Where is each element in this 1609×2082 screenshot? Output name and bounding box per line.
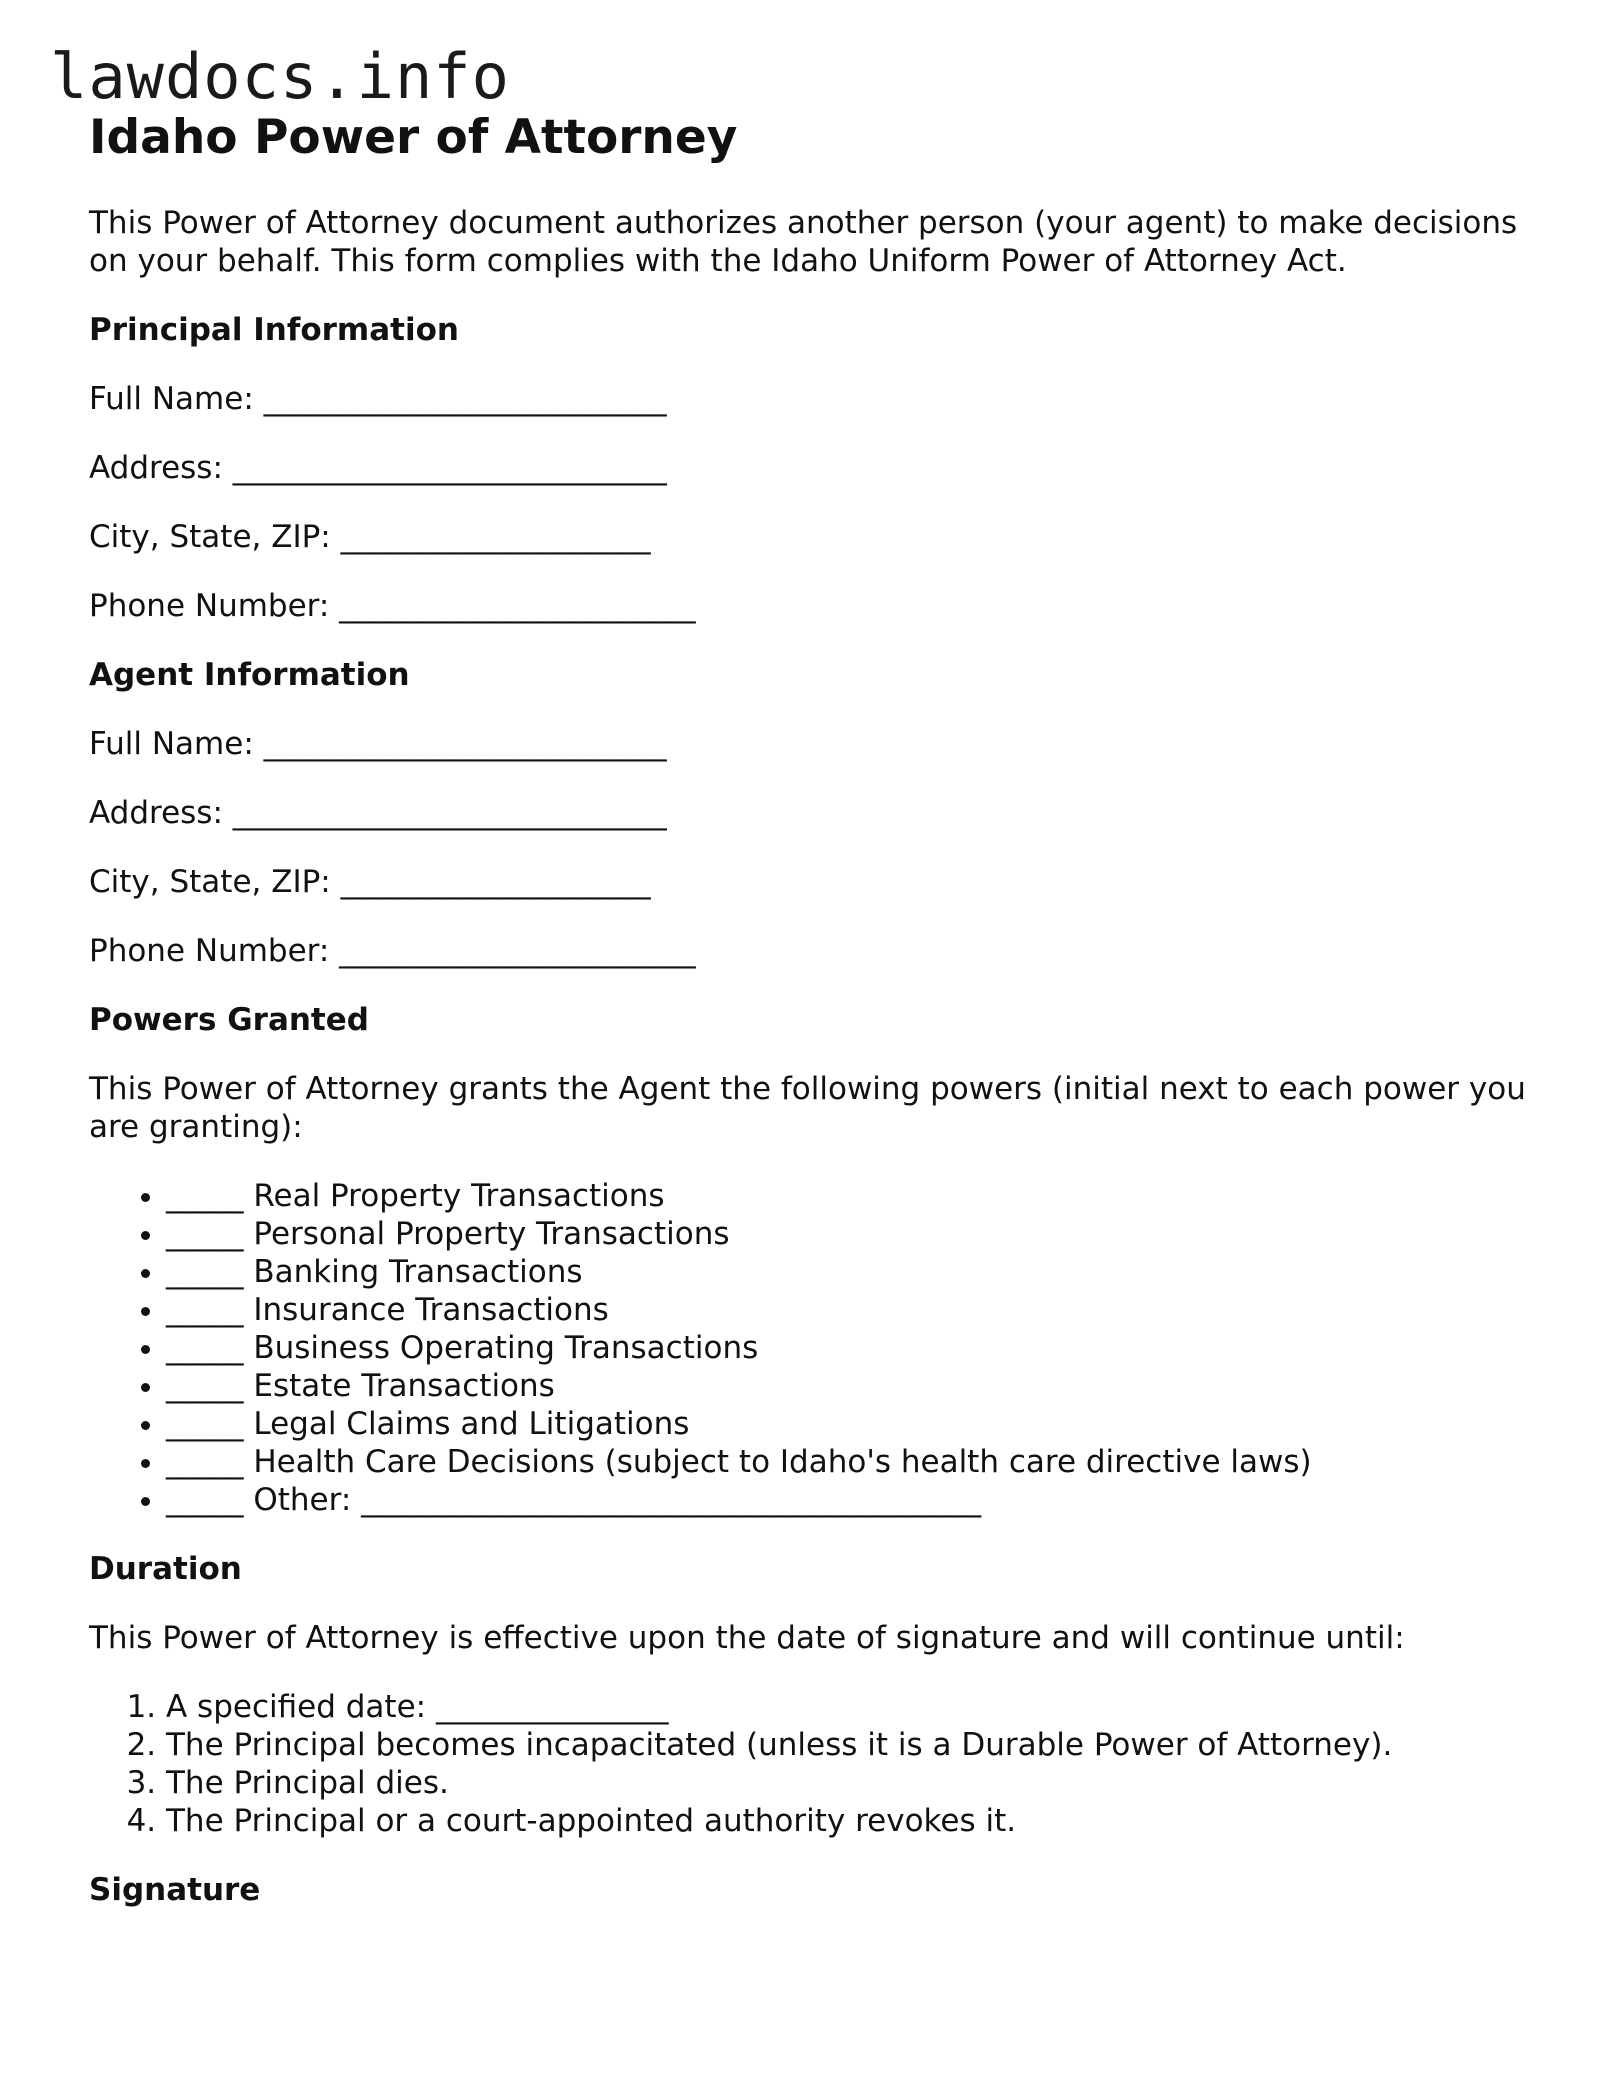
duration-item-dies: 3. The Principal dies. — [166, 1764, 1529, 1802]
power-item-insurance: • _____ Insurance Transactions — [166, 1291, 1529, 1329]
page-title: Idaho Power of Attorney — [89, 110, 738, 165]
powers-list — [89, 1177, 1529, 1519]
agent-phone-field: Phone Number: _______________________ — [89, 933, 696, 969]
duration-item-revoked: 4. The Principal or a court-appointed authority revokes it. — [166, 1802, 1529, 1840]
document — [89, 108, 1529, 1940]
power-item-personal-property: • _____ Personal Property Transactions — [166, 1215, 1529, 1253]
watermark: lawdocs.info — [50, 40, 510, 113]
agent-city-state-zip-field: City, State, ZIP: ____________________ — [89, 864, 651, 900]
power-item-legal-claims: • _____ Legal Claims and Litigations — [166, 1405, 1529, 1443]
power-item-business-operating: • _____ Business Operating Transactions — [166, 1329, 1529, 1367]
duration-intro: This Power of Attorney is effective upon the date of signature and will continue until: — [89, 1620, 1405, 1656]
power-item-banking: • _____ Banking Transactions — [166, 1253, 1529, 1291]
agent-address-field: Address: ____________________________ — [89, 795, 667, 831]
principal-phone-field: Phone Number: _______________________ — [89, 588, 696, 624]
principal-address-field: Address: ____________________________ — [89, 450, 667, 486]
powers-heading: Powers Granted — [89, 1002, 369, 1038]
power-item-real-property: • _____ Real Property Transactions — [166, 1177, 1529, 1215]
duration-heading: Duration — [89, 1551, 242, 1587]
agent-heading: Agent Information — [89, 657, 410, 693]
agent-full-name-field: Full Name: __________________________ — [89, 726, 667, 762]
power-item-estate: • _____ Estate Transactions — [166, 1367, 1529, 1405]
signature-heading: Signature — [89, 1872, 261, 1908]
intro-paragraph: This Power of Attorney document authorizes another person (your agent) to make decisions on your behalf. This form complies with the Idaho Uniform Power of Attorney Act. — [89, 205, 1518, 279]
powers-intro: This Power of Attorney grants the Agent the following powers (initial next to each power you are granting): — [89, 1071, 1526, 1145]
duration-item-specified-date: 1. A specified date: _______________ — [166, 1688, 1529, 1726]
principal-heading: Principal Information — [89, 312, 459, 348]
power-item-other: • _____ Other: ________________________________________ — [166, 1481, 1529, 1519]
principal-city-state-zip-field: City, State, ZIP: ____________________ — [89, 519, 651, 555]
power-item-health-care: • _____ Health Care Decisions (subject to Idaho's health care directive laws) — [166, 1443, 1529, 1481]
duration-item-incapacitated: 2. The Principal becomes incapacitated (unless it is a Durable Power of Attorney). — [166, 1726, 1529, 1764]
duration-list — [89, 1688, 1529, 1840]
principal-full-name-field: Full Name: __________________________ — [89, 381, 667, 417]
